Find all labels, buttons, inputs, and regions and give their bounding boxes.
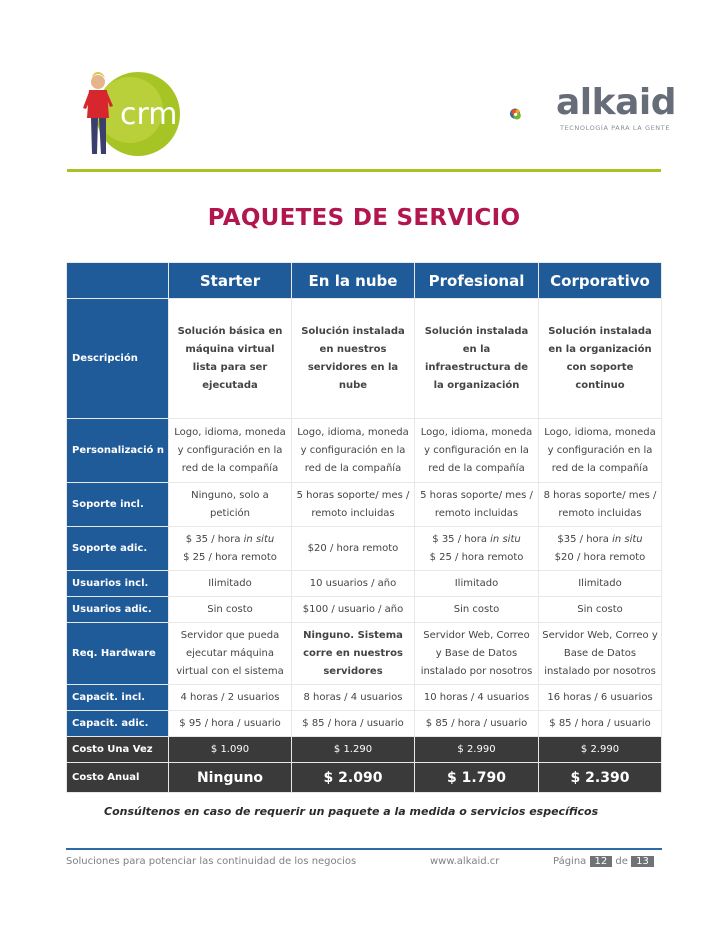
table-cell: $ 1.090	[169, 737, 292, 763]
cell-text: $35 / hora	[557, 533, 613, 545]
cell-line: y configuración en la	[177, 444, 283, 456]
table-cell	[169, 623, 292, 685]
table-cell: $100 / usuario / año	[292, 597, 415, 623]
table-cell: 4 horas / 2 usuarios	[169, 685, 292, 711]
table-cell	[415, 419, 539, 483]
table-row	[67, 299, 662, 419]
table-cell	[539, 483, 662, 527]
cell-line: Servidor que pueda	[180, 629, 280, 641]
cell-line: servidores	[323, 665, 383, 677]
row-label-usuarios-incl: Usuarios incl.	[67, 571, 169, 597]
cell-line: $ 25 / hora remoto	[183, 551, 277, 563]
cell-line	[172, 531, 288, 549]
page-label: Página	[553, 856, 587, 867]
table-cell: $ 2.990	[415, 737, 539, 763]
cell-line: máquina virtual	[185, 343, 275, 355]
row-label-descripcion: Descripción	[67, 299, 169, 419]
cell-line: lista para ser	[192, 361, 268, 373]
cell-line: petición	[210, 507, 250, 519]
row-label-capacit-adic: Capacit. adic.	[67, 711, 169, 737]
cell-text-italic: in situ	[612, 533, 643, 545]
table-cell	[539, 527, 662, 571]
cell-line: Logo, idioma, moneda	[544, 426, 656, 438]
page-total: 13	[631, 856, 654, 867]
table-cell	[415, 483, 539, 527]
cell-line: 8 horas soporte/ mes /	[543, 489, 657, 501]
cell-line: corre en nuestros	[303, 647, 403, 659]
row-label-capacit-incl: Capacit. incl.	[67, 685, 169, 711]
cell-line: Base de Datos	[563, 647, 637, 659]
table-cell	[169, 299, 292, 419]
table-cell: $ 95 / hora / usuario	[169, 711, 292, 737]
column-header-corporativo: Corporativo	[539, 263, 662, 299]
table-row	[67, 571, 662, 597]
table-cell: 10 horas / 4 usuarios	[415, 685, 539, 711]
cell-line	[542, 531, 658, 549]
table-cell	[169, 483, 292, 527]
cell-line: ejecutada	[202, 379, 258, 391]
column-header-starter: Starter	[169, 263, 292, 299]
table-cell	[539, 299, 662, 419]
table-cell: $ 85 / hora / usuario	[539, 711, 662, 737]
cell-line: $20 / hora remoto	[307, 542, 399, 554]
table-cell: Ilimitado	[169, 571, 292, 597]
cell-line: infraestructura de	[424, 361, 529, 373]
row-label-req-hardware: Req. Hardware	[67, 623, 169, 685]
page-number: 12	[590, 856, 613, 867]
cell-text-italic: in situ	[243, 533, 275, 545]
table-cell: Ilimitado	[539, 571, 662, 597]
table-cell: $ 2.390	[539, 763, 662, 793]
cell-line: Servidor Web, Correo y	[542, 629, 658, 641]
cell-line: la organización	[433, 379, 520, 391]
table-cell: $ 85 / hora / usuario	[415, 711, 539, 737]
table-cell	[415, 527, 539, 571]
table-row	[67, 737, 662, 763]
table-cell: Ninguno	[169, 763, 292, 793]
cell-line: continuo	[575, 379, 625, 391]
cell-line: Solución instalada	[548, 325, 652, 337]
cell-text: $ 35 / hora	[185, 533, 244, 545]
table-row	[67, 685, 662, 711]
table-row	[67, 597, 662, 623]
cell-line: remoto incluidas	[434, 507, 519, 519]
cell-line: $ 25 / hora remoto	[429, 551, 524, 563]
alkaid-logo-name: alkaid	[556, 82, 676, 123]
table-cell: $ 2.090	[292, 763, 415, 793]
table-cell: Sin costo	[169, 597, 292, 623]
cell-line: en la	[462, 343, 491, 355]
cell-line: remoto incluidas	[558, 507, 642, 519]
cell-line: Solución básica en	[177, 325, 283, 337]
crm-logo-text: crm	[120, 97, 178, 132]
page-title: PAQUETES DE SERVICIO	[207, 205, 521, 231]
table-cell: Sin costo	[539, 597, 662, 623]
cell-text-italic: in situ	[490, 533, 521, 545]
table-row	[67, 483, 662, 527]
cell-line	[418, 531, 535, 549]
cell-line: instalado por nosotros	[544, 665, 656, 677]
table-cell	[539, 623, 662, 685]
table-cell: 8 horas / 4 usuarios	[292, 685, 415, 711]
table-cell	[292, 483, 415, 527]
cell-line: y configuración en la	[547, 444, 653, 456]
cell-line: Servidor Web, Correo	[423, 629, 530, 641]
cell-line: Ninguno, solo a	[191, 489, 269, 501]
row-label-soporte-incl: Soporte incl.	[67, 483, 169, 527]
cell-line: red de la compañía	[551, 462, 649, 474]
cell-line: y configuración en la	[300, 444, 406, 456]
page-indicator	[553, 856, 654, 867]
row-label-costo-anual: Costo Anual	[67, 763, 169, 793]
cell-line: 5 horas soporte/ mes /	[296, 489, 410, 501]
table-cell: $ 1.290	[292, 737, 415, 763]
table-cell: $ 85 / hora / usuario	[292, 711, 415, 737]
table-cell: $ 1.790	[415, 763, 539, 793]
table-cell: Ilimitado	[415, 571, 539, 597]
cell-line: en la organización	[548, 343, 652, 355]
cell-line: Solución instalada	[424, 325, 529, 337]
table-cell: Sin costo	[415, 597, 539, 623]
footer-url[interactable]: www.alkaid.cr	[430, 856, 500, 867]
table-row	[67, 623, 662, 685]
table-row	[67, 711, 662, 737]
cell-line: red de la compañía	[181, 462, 279, 474]
table-cell	[292, 419, 415, 483]
cell-line: $20 / hora remoto	[554, 551, 646, 563]
crm-logo	[70, 68, 180, 160]
cell-line: Logo, idioma, moneda	[297, 426, 409, 438]
table-cell	[415, 623, 539, 685]
table-cell: $ 2.990	[539, 737, 662, 763]
table-row	[67, 763, 662, 793]
table-row	[67, 527, 662, 571]
table-cell: 10 usuarios / año	[292, 571, 415, 597]
alkaid-icon	[508, 90, 556, 138]
cell-line: ejecutar máquina	[185, 647, 275, 659]
table-cell: 16 horas / 6 usuarios	[539, 685, 662, 711]
table-cell	[169, 419, 292, 483]
alkaid-tagline: TECNOLOGÍA PARA LA GENTE	[560, 124, 671, 132]
cell-line: remoto incluidas	[311, 507, 395, 519]
table-cell	[539, 419, 662, 483]
table-row	[67, 419, 662, 483]
footer-divider	[66, 848, 662, 850]
cell-line: y Base de Datos	[435, 647, 518, 659]
cell-line: Logo, idioma, moneda	[420, 426, 533, 438]
table-cell	[169, 527, 292, 571]
cell-line: virtual con el sistema	[176, 665, 284, 677]
cell-line: con soporte	[566, 361, 634, 373]
table-cell	[292, 623, 415, 685]
row-label-usuarios-adic: Usuarios adic.	[67, 597, 169, 623]
row-label-personalizacion: Personalizació n	[67, 419, 169, 483]
row-label-soporte-adic: Soporte adic.	[67, 527, 169, 571]
cell-line: Logo, idioma, moneda	[174, 426, 286, 438]
cell-text: $ 35 / hora	[432, 533, 491, 545]
footer-slogan: Soluciones para potenciar las continuidad de los negocios	[66, 856, 357, 867]
cell-line: red de la compañía	[428, 462, 525, 474]
cell-line: Ninguno. Sistema	[303, 629, 403, 641]
row-label-costo-una-vez: Costo Una Vez	[67, 737, 169, 763]
table-header-row	[67, 263, 662, 299]
cell-line: red de la compañía	[304, 462, 402, 474]
column-header-nube: En la nube	[292, 263, 415, 299]
table-cell	[292, 299, 415, 419]
header-empty-cell	[67, 263, 169, 299]
column-header-profesional: Profesional	[415, 263, 539, 299]
cell-line: Solución instalada	[301, 325, 405, 337]
of-label: de	[615, 856, 628, 867]
header-divider	[67, 169, 661, 172]
cell-line: nube	[338, 379, 368, 391]
cell-line: instalado por nosotros	[420, 665, 533, 677]
service-packages-table	[66, 262, 662, 793]
cell-line: y configuración en la	[424, 444, 529, 456]
footnote: Consúltenos en caso de requerir un paquete a la medida o servicios específicos	[104, 805, 599, 818]
cell-line: en nuestros	[319, 343, 387, 355]
table-cell	[415, 299, 539, 419]
table-cell	[292, 527, 415, 571]
cell-line: servidores en la	[307, 361, 399, 373]
cell-line: 5 horas soporte/ mes /	[420, 489, 533, 501]
